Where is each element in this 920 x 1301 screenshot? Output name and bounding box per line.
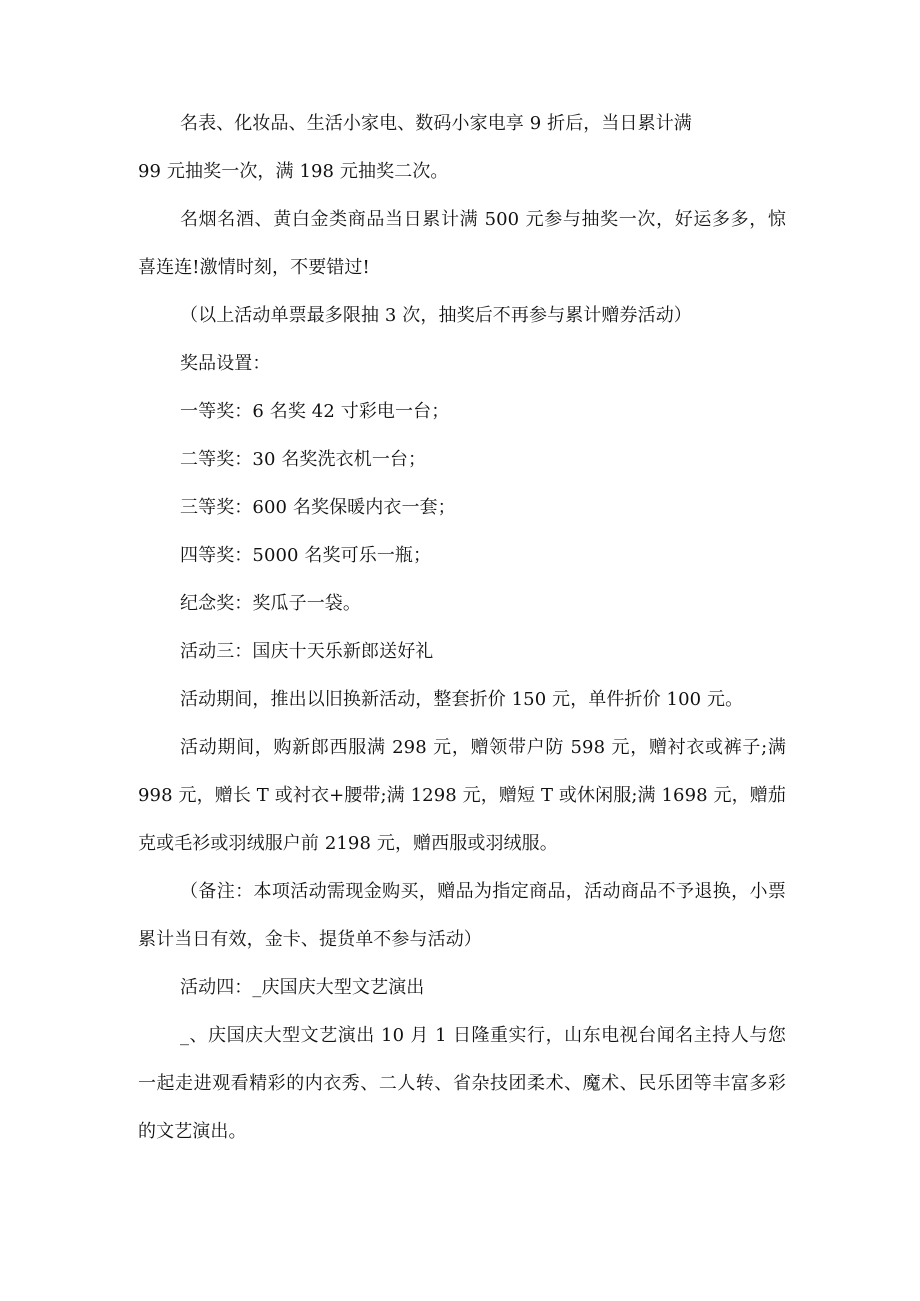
paragraph-activity-three-title: 活动三：国庆十天乐新郎送好礼 bbox=[180, 641, 434, 662]
paragraph-performance-description: _、庆国庆大型文艺演出 10 月 1 日隆重实行，山东电视台闻名主持人与您一起走进观看精彩的内衣秀、二人转、省杂技团柔术、魔术、民乐团等丰富多彩的文艺演出。 bbox=[138, 1025, 786, 1142]
paragraph-third-prize: 三等奖：600 名奖保暖内衣一套； bbox=[180, 497, 456, 518]
paragraph-fourth-prize: 四等奖：5000 名奖可乐一瓶； bbox=[180, 545, 432, 566]
paragraph-lottery-limit-note: （以上活动单票最多限抽 3 次，抽奖后不再参与累计赠券活动） bbox=[180, 305, 692, 326]
paragraph-second-prize: 二等奖：30 名奖洗衣机一台； bbox=[180, 449, 427, 470]
paragraph-suit-gift-activity: 活动期间，购新郎西服满 298 元，赠领带户防 598 元，赠衬衣或裤子;满 998 元，赠长 T 或衬衣+腰带;满 1298 元，赠短 T 或休闲服;满 1698 元，赠茄克或毛衫或羽绒服户前 2198 元，赠西服或羽绒服。 bbox=[138, 737, 786, 854]
paragraph-discount-lottery-line-2: 99 元抽奖一次，满 198 元抽奖二次。 bbox=[138, 161, 449, 182]
paragraph-liquor-gold-lottery: 名烟名酒、黄白金类商品当日累计满 500 元参与抽奖一次，好运多多，惊喜连连!激情时刻，不要错过! bbox=[138, 209, 786, 278]
paragraph-discount-lottery-line-1: 名表、化妆品、生活小家电、数码小家电享 9 折后，当日累计满 bbox=[180, 113, 692, 134]
paragraph-souvenir-prize: 纪念奖：奖瓜子一袋。 bbox=[180, 593, 361, 614]
paragraph-prize-settings-title: 奖品设置： bbox=[180, 353, 271, 374]
paragraph-first-prize: 一等奖：6 名奖 42 寸彩电一台； bbox=[180, 401, 450, 422]
paragraph-activity-four-title: 活动四：_庆国庆大型文艺演出 bbox=[180, 977, 425, 998]
document-body bbox=[138, 100, 786, 1156]
paragraph-trade-in-activity: 活动期间，推出以旧换新活动，整套折价 150 元，单件折价 100 元。 bbox=[180, 689, 744, 710]
paragraph-activity-remark: （备注：本项活动需现金购买，赠品为指定商品，活动商品不予退换，小票累计当日有效，金卡、提货单不参与活动） bbox=[138, 881, 786, 950]
